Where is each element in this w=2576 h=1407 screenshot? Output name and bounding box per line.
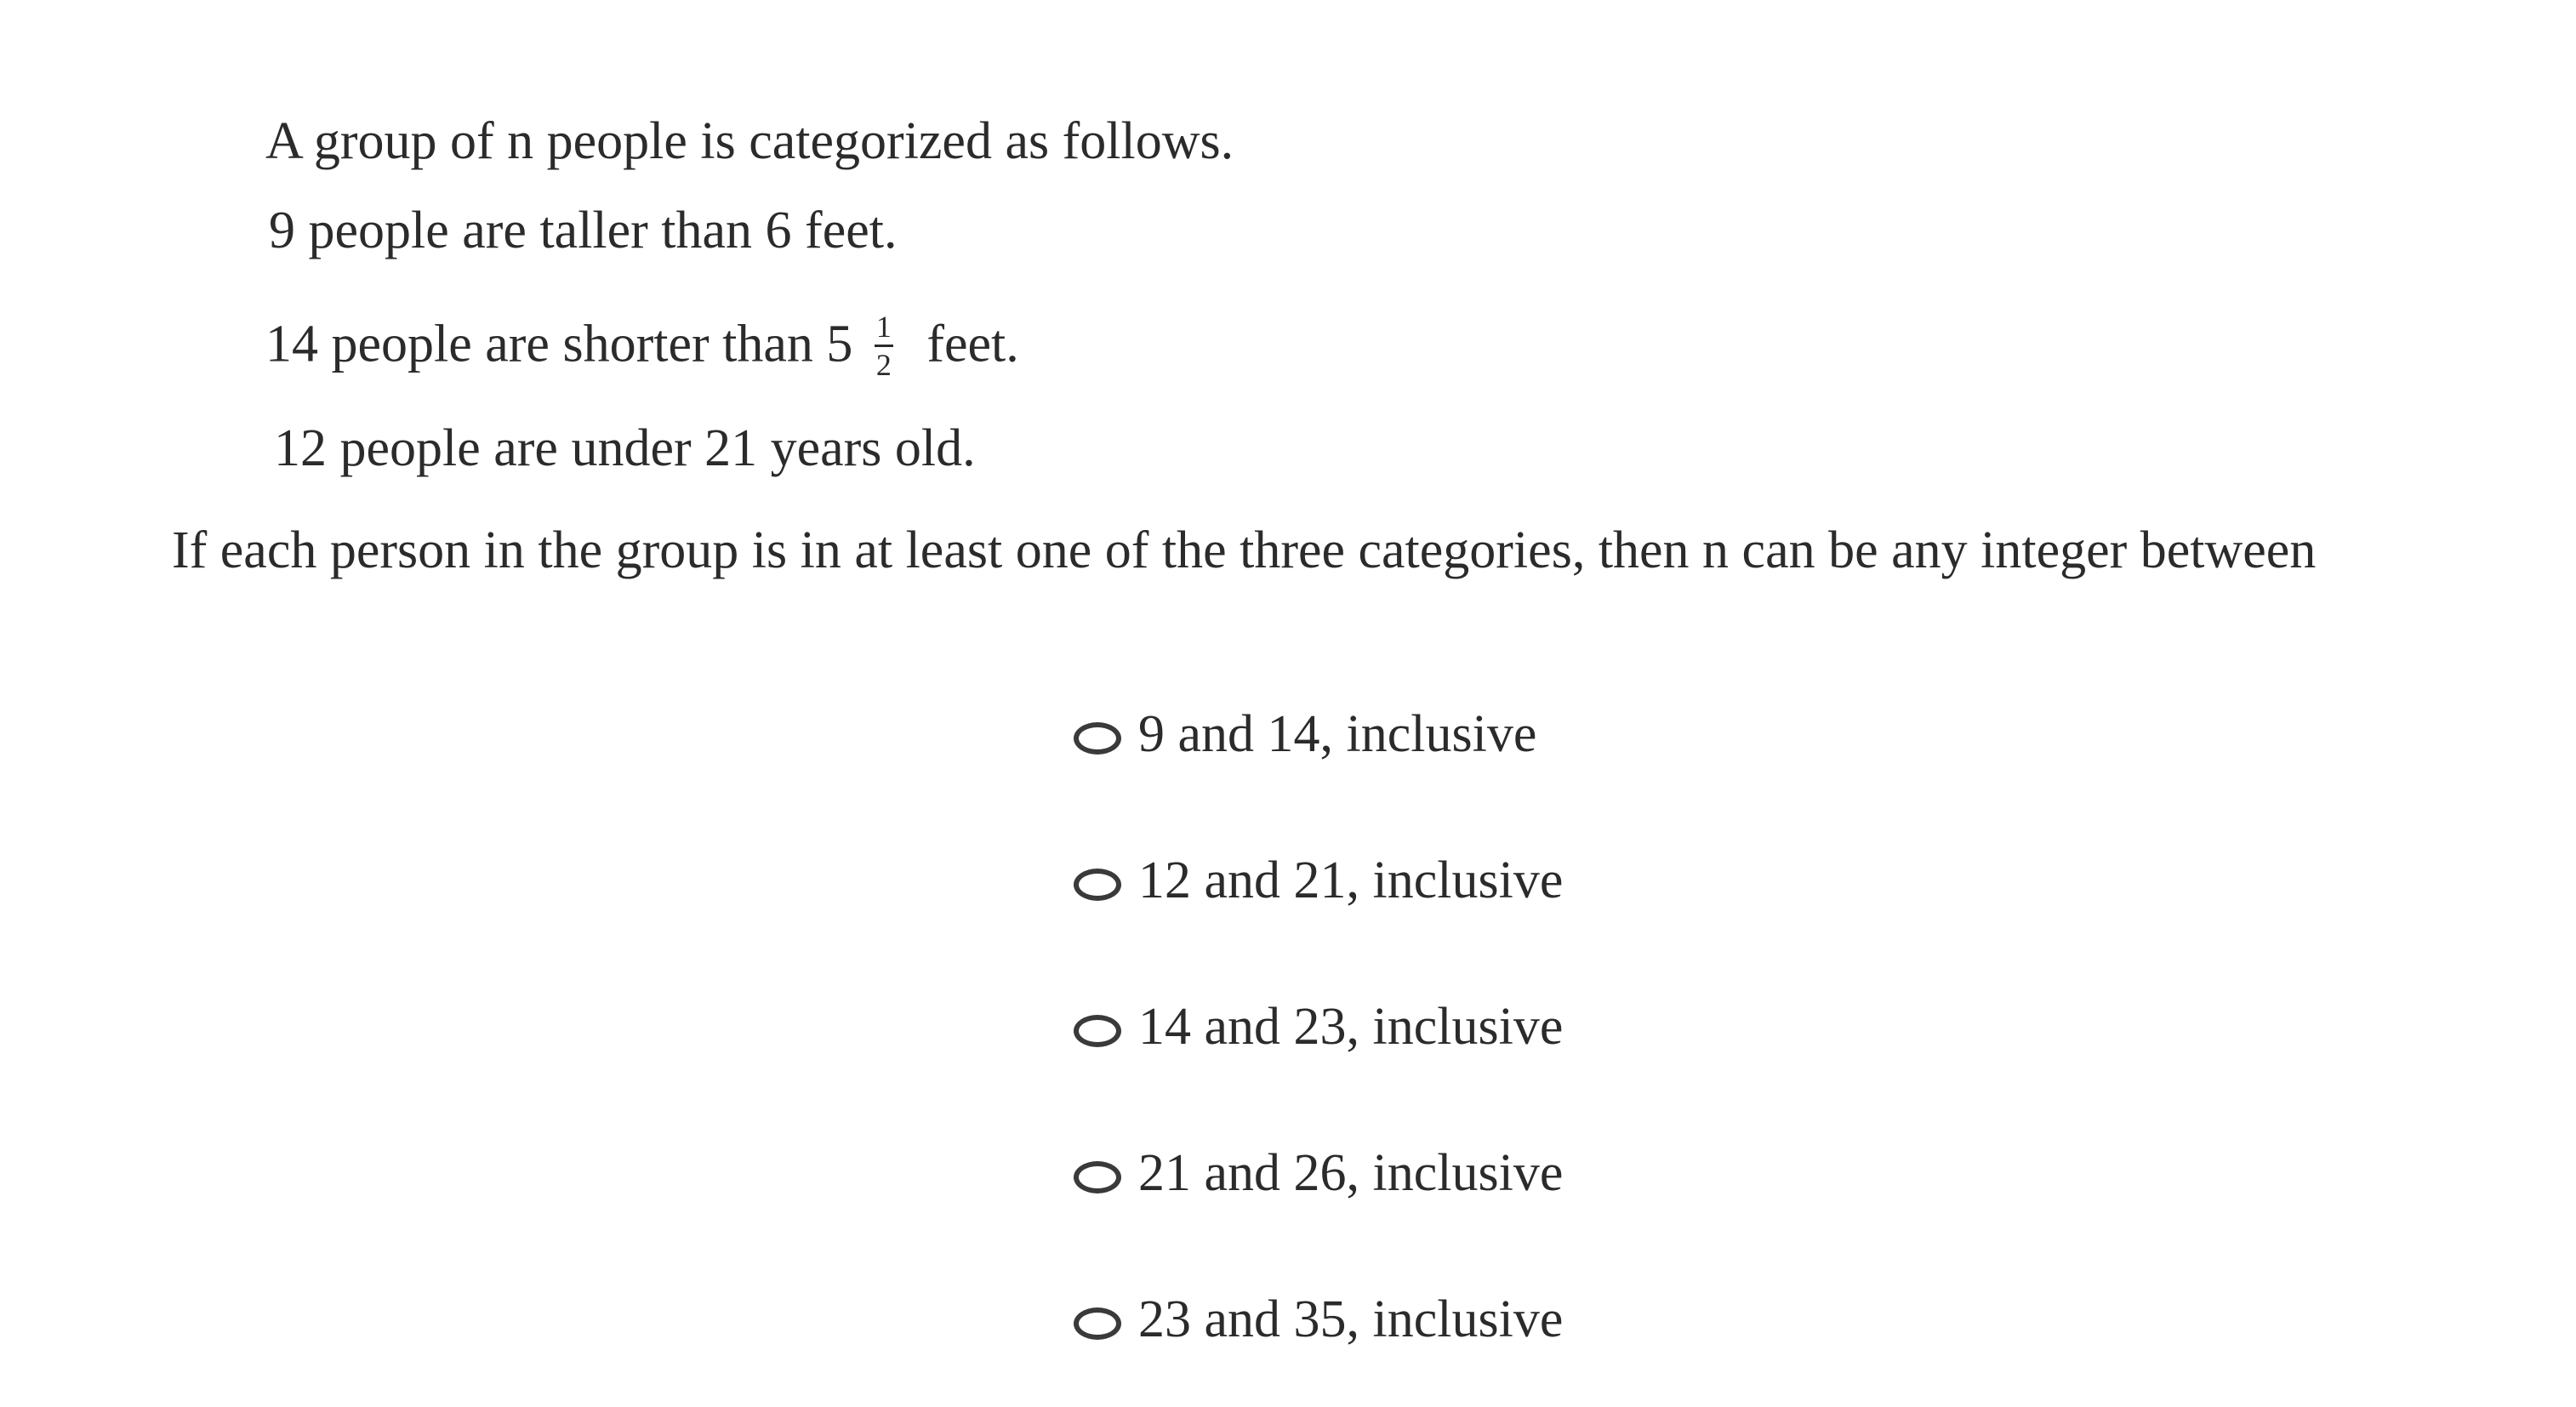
- radio-button[interactable]: [1074, 1161, 1121, 1193]
- question-intro: A group of n people is categorized as follows.: [265, 112, 1234, 170]
- radio-button[interactable]: [1074, 869, 1121, 901]
- answer-option-label: 21 and 26, inclusive: [1138, 1144, 1564, 1202]
- fraction-one-half: [873, 311, 895, 380]
- answer-option[interactable]: [1074, 705, 1537, 763]
- answer-option-label: 14 and 23, inclusive: [1138, 998, 1564, 1056]
- radio-button[interactable]: [1074, 1307, 1121, 1340]
- condition-short-prefix: 14 people are shorter than 5: [265, 315, 853, 373]
- answer-option-label: 12 and 21, inclusive: [1138, 852, 1564, 909]
- answer-option[interactable]: [1074, 998, 1564, 1056]
- answer-option[interactable]: [1074, 1144, 1564, 1202]
- answer-option-label: 9 and 14, inclusive: [1138, 705, 1537, 763]
- answer-option-label: 23 and 35, inclusive: [1138, 1290, 1564, 1348]
- answer-option[interactable]: [1074, 1290, 1564, 1348]
- answer-option[interactable]: [1074, 854, 1563, 907]
- condition-age: 12 people are under 21 years old.: [274, 419, 976, 477]
- condition-short: [265, 310, 1019, 384]
- radio-button[interactable]: [1074, 1015, 1121, 1047]
- fraction-numerator: 1: [875, 310, 892, 344]
- fraction-denominator: 2: [875, 348, 892, 382]
- radio-button[interactable]: [1074, 722, 1121, 755]
- condition-short-suffix: feet.: [926, 315, 1019, 373]
- condition-tall: 9 people are taller than 6 feet.: [269, 202, 898, 259]
- question-prompt: If each person in the group is in at least one of the three categories, then n can be any integer between: [172, 521, 2317, 579]
